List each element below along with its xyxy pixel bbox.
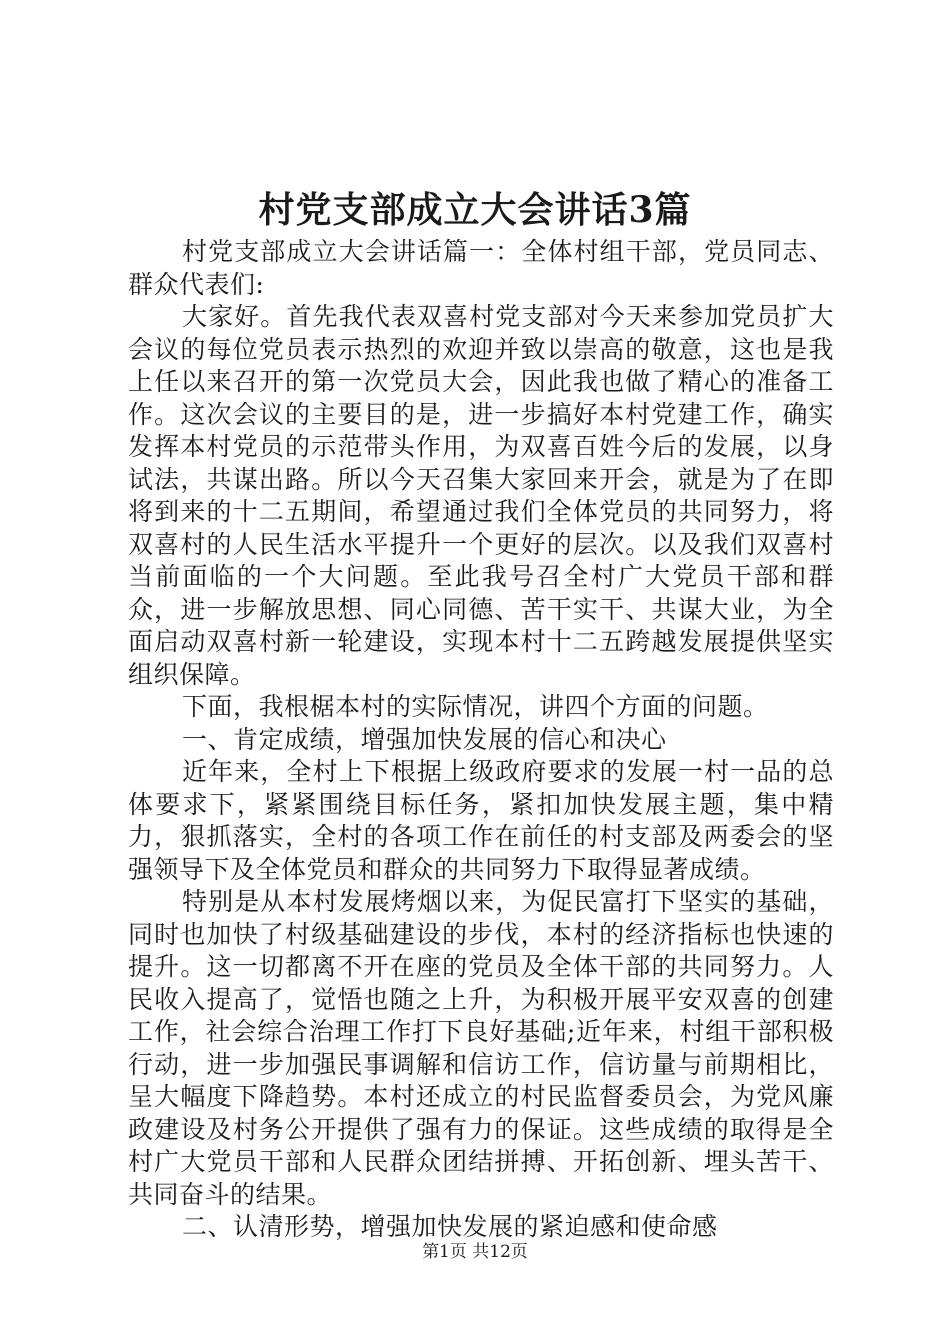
document-body — [128, 236, 834, 1244]
page-footer: 第1页 共12页 — [422, 1242, 528, 1262]
paragraph-achievements: 近年来，全村上下根据上级政府要求的发展一村一品的总体要求下，紧紧围绕目标任务，紧扣加快发展主题，集中精力，狠抓落实，全村的各项工作在前任的村支部及两委会的坚强领导下及全体党员和群众的共同努力下取得显著成绩。 — [128, 757, 834, 884]
paragraph-intro: 下面，我根椐本村的实际情况，讲四个方面的问题。 — [182, 692, 769, 721]
paragraph-salutation: 村党支部成立大会讲话篇一：全体村组干部，党员同志、群众代表们: — [128, 237, 834, 299]
paragraph-opening: 大家好。首先我代表双喜村党支部对今天来参加党员扩大会议的每位党员表示热烈的欢迎并致以崇高的敬意，这也是我上任以来召开的第一次党员大会，因此我也做了精心的准备工作。这次会议的主要目的是，进一步搞好本村党建工作，确实发挥本村党员的示范带头作用，为双喜百姓今后的发展，以身试法，共谋出路。所以今天召集大家回来开会，就是为了在即将到来的十二五期间，希望通过我们全体党员的共同努力，将双喜村的人民生活水平提升一个更好的层次。以及我们双喜村当前面临的一个大问题。至此我号召全村广大党员干部和群众，进一步解放思想、同心同德、苦干实干、共谋大业，为全面启动双喜村新一轮建设，实现本村十二五跨越发展提供坚实组织保障。 — [128, 302, 834, 689]
document-title: 村党支部成立大会讲话3篇 — [258, 189, 692, 231]
section-heading-2: 二、认清形势，增强加快发展的紧迫感和使命感 — [182, 1212, 718, 1241]
section-heading-1: 一、肯定成绩，增强加快发展的信心和决心 — [182, 724, 667, 754]
paragraph-tobacco: 特别是从本村发展烤烟以来，为促民富打下坚实的基础，同时也加快了村级基础建设的步伐，本村的经济指标也快速的提升。这一切都离不开在座的党员及全体干部的共同努力。人民收入提高了，觉悟也随之上升，为积极开展平安双喜的创建工作，社会综合治理工作打下良好基础;近年来，村组干部积极行动，进一步加强民事调解和信访工作，信访量与前期相比，呈大幅度下降趋势。本村还成立的村民监督委员会，为党风廉政建设及村务公开提供了强有力的保证。这些成绩的取得是全村广大党员干部和人民群众团结拼搏、开拓创新、埋头苦干、共同奋斗的结果。 — [128, 887, 834, 1209]
